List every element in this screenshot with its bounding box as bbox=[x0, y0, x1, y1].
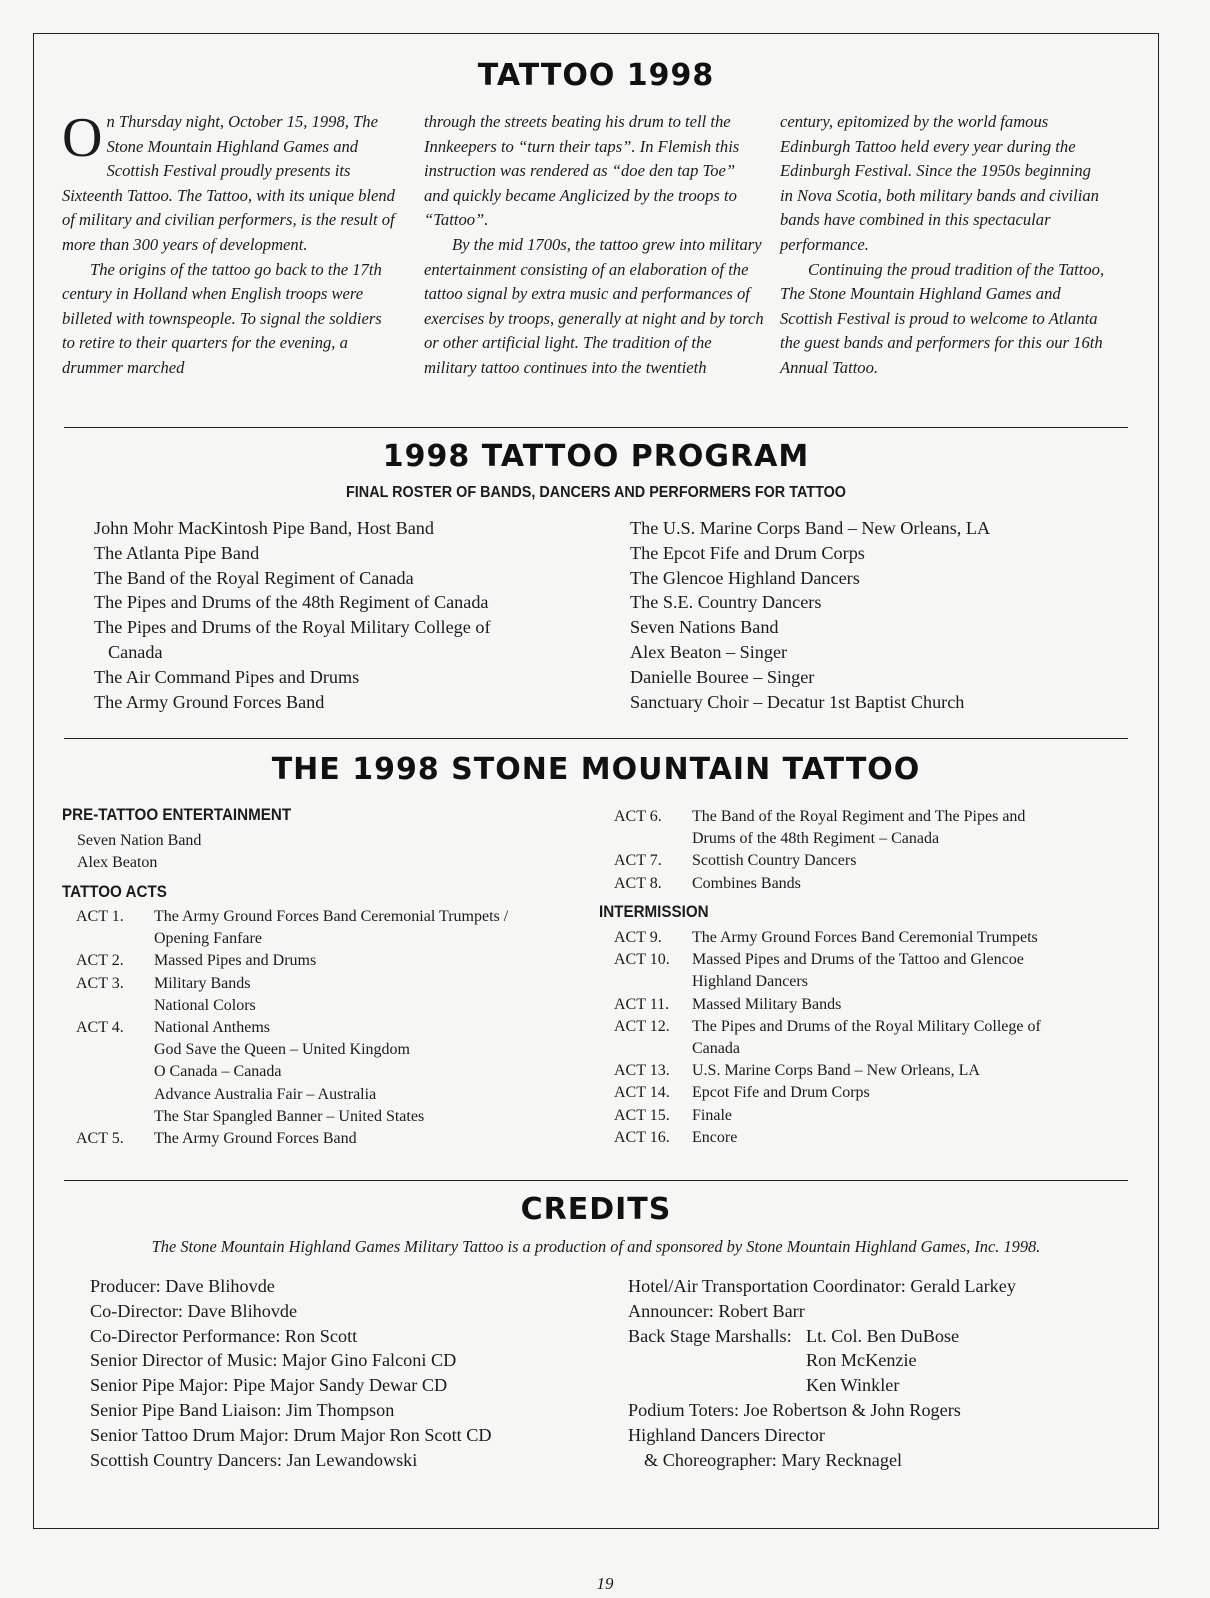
intro-paragraph: The origins of the tattoo go back to the 17th century in Holland when English troops were billeted with townspeople. To signal the soldiers to retire to their quarters for the evening, a drummer marched bbox=[62, 259, 382, 377]
act-description: The Pipes and Drums of the Royal Military College of bbox=[692, 1017, 1041, 1035]
intro-title: TATTOO 1998 bbox=[477, 58, 715, 93]
act-description: U.S. Marine Corps Band – New Orleans, LA bbox=[692, 1062, 980, 1080]
act-number: ACT 5. bbox=[76, 1130, 124, 1148]
credit-line: Lt. Col. Ben DuBose bbox=[806, 1325, 960, 1346]
section-divider bbox=[64, 738, 1128, 739]
marshalls-block bbox=[628, 1324, 1128, 1398]
credit-line: Senior Director of Music: Major Gino Falconi CD bbox=[90, 1350, 457, 1371]
act-row bbox=[614, 850, 1114, 872]
act-description: The Army Ground Forces Band Ceremonial Trumpets / bbox=[154, 908, 509, 925]
list-item: John Mohr MacKintosh Pipe Band, Host Band bbox=[94, 518, 434, 538]
list-item: Sanctuary Choir – Decatur 1st Baptist Church bbox=[630, 691, 965, 712]
act-row bbox=[614, 927, 1114, 949]
act-row bbox=[76, 1128, 596, 1150]
list-item: The Pipes and Drums of the 48th Regiment of Canada bbox=[94, 592, 489, 613]
act-number bbox=[76, 1106, 154, 1128]
act-description: Military Bands bbox=[154, 974, 251, 992]
credit-line: & Choreographer: Mary Recknagel bbox=[644, 1449, 903, 1470]
act-number: ACT 4. bbox=[76, 1019, 124, 1037]
pre-tattoo-list bbox=[77, 830, 577, 874]
act-number: ACT 3. bbox=[76, 974, 124, 992]
intro-paragraph: By the mid 1700s, the tattoo grew into military entertainment consisting of an elaboration of the tattoo signal by extra music and performances of exercises by troops, generally at night and by torch or other artificial light. The tradition of the military tattoo continues into the twentieth bbox=[424, 234, 764, 377]
list-item: Seven Nations Band bbox=[630, 617, 779, 638]
act-description: Massed Pipes and Drums bbox=[154, 952, 317, 970]
drop-cap: O bbox=[62, 107, 103, 169]
act-number: ACT 12. bbox=[614, 1017, 670, 1035]
list-item: The Atlanta Pipe Band bbox=[94, 542, 260, 563]
act-number bbox=[76, 995, 154, 1017]
act-number: ACT 15. bbox=[614, 1106, 670, 1124]
marshalls-label: Back Stage Marshalls: bbox=[628, 1325, 792, 1346]
intro-paragraph: century, epitomized by the world famous Edinburgh Tattoo held every year during the Edinburgh Festival. Since the 1950s beginning in Nova Scotia, both military bands and civilian bands have combined in this spectacular performance. bbox=[780, 112, 1099, 254]
act-row bbox=[614, 1016, 1114, 1038]
act-description: The Band of the Royal Regiment and The Pipes and bbox=[692, 808, 1026, 825]
act-number: ACT 2. bbox=[76, 952, 124, 970]
act-description: Drums of the 48th Regiment – Canada bbox=[692, 830, 940, 848]
act-description: National Anthems bbox=[154, 1019, 270, 1037]
act-description: Epcot Fife and Drum Corps bbox=[692, 1084, 870, 1102]
credits-note: The Stone Mountain Highland Games Military Tattoo is a production of and sponsored by Stone Mountain Highland Games, Inc. 1998. bbox=[151, 1237, 1041, 1256]
credit-line: Announcer: Robert Barr bbox=[628, 1300, 805, 1321]
act-number: ACT 10. bbox=[614, 951, 670, 969]
act-row bbox=[76, 1039, 596, 1061]
list-item: The Epcot Fife and Drum Corps bbox=[630, 542, 865, 563]
list-item: The Glencoe Highland Dancers bbox=[630, 567, 860, 588]
credit-line: Co-Director Performance: Ron Scott bbox=[90, 1325, 358, 1346]
intro-column-2 bbox=[424, 110, 764, 381]
credit-line: Podium Toters: Joe Robertson & John Rogers bbox=[628, 1399, 961, 1420]
credit-line: Producer: Dave Blihovde bbox=[90, 1276, 275, 1296]
act-row bbox=[76, 928, 596, 950]
act-number: ACT 11. bbox=[614, 995, 670, 1013]
acts-list-right-bottom bbox=[614, 927, 1114, 1149]
act-description: Canada bbox=[692, 1040, 740, 1058]
act-number bbox=[76, 1061, 154, 1083]
act-description: Highland Dancers bbox=[692, 973, 808, 991]
act-row bbox=[614, 971, 1114, 993]
act-number bbox=[76, 1039, 154, 1061]
act-number: ACT 7. bbox=[614, 852, 662, 870]
act-description: Finale bbox=[692, 1106, 732, 1124]
acts-list-right-top bbox=[614, 806, 1114, 895]
act-row bbox=[76, 1084, 596, 1106]
act-description: Scottish Country Dancers bbox=[692, 852, 857, 870]
act-number: ACT 9. bbox=[614, 929, 662, 946]
section-divider bbox=[64, 1180, 1128, 1181]
act-number: ACT 16. bbox=[614, 1128, 670, 1146]
list-item: Alex Beaton – Singer bbox=[630, 641, 788, 662]
list-item: The S.E. Country Dancers bbox=[630, 592, 822, 613]
list-item: The Band of the Royal Regiment of Canada bbox=[94, 567, 414, 588]
list-item: The Pipes and Drums of the Royal Military College of bbox=[94, 617, 491, 638]
act-row bbox=[614, 806, 1114, 828]
act-row bbox=[76, 1017, 596, 1039]
act-row bbox=[614, 1127, 1114, 1149]
act-row bbox=[76, 973, 596, 995]
list-item: Seven Nation Band bbox=[77, 832, 202, 849]
act-description: National Colors bbox=[154, 996, 256, 1014]
list-item: The U.S. Marine Corps Band – New Orleans, LA bbox=[630, 518, 991, 538]
act-number: ACT 14. bbox=[614, 1084, 670, 1102]
act-number bbox=[76, 1084, 154, 1106]
act-row bbox=[614, 873, 1114, 895]
tattoo-acts-heading: TATTOO ACTS bbox=[62, 883, 167, 901]
tattoo-title: THE 1998 STONE MOUNTAIN TATTOO bbox=[271, 752, 921, 787]
act-description: The Star Spangled Banner – United States bbox=[154, 1107, 425, 1125]
credit-line: Highland Dancers Director bbox=[628, 1424, 825, 1445]
pre-tattoo-heading: PRE-TATTOO ENTERTAINMENT bbox=[62, 806, 292, 824]
list-item: Canada bbox=[108, 641, 163, 662]
credit-line: Senior Tattoo Drum Major: Drum Major Ron Scott CD bbox=[90, 1424, 492, 1445]
credit-line: Ken Winkler bbox=[806, 1375, 900, 1396]
marshalls-names bbox=[806, 1324, 959, 1398]
credits-list-left bbox=[90, 1274, 630, 1472]
act-row bbox=[614, 1060, 1114, 1082]
act-description: Encore bbox=[692, 1128, 738, 1146]
intro-columns bbox=[62, 107, 1132, 440]
list-item: The Air Command Pipes and Drums bbox=[94, 666, 360, 687]
credit-line: Co-Director: Dave Blihovde bbox=[90, 1300, 298, 1321]
list-item: Alex Beaton bbox=[77, 854, 158, 872]
credits-list-right bbox=[628, 1274, 1128, 1472]
act-row bbox=[614, 1038, 1114, 1060]
intro-column-1 bbox=[62, 107, 398, 381]
page-number: 19 bbox=[596, 1574, 614, 1593]
act-number: ACT 8. bbox=[614, 874, 662, 892]
act-row bbox=[76, 950, 596, 972]
program-list-left bbox=[94, 516, 584, 714]
act-description: God Save the Queen – United Kingdom bbox=[154, 1041, 410, 1059]
intermission-heading: INTERMISSION bbox=[599, 903, 709, 921]
act-number bbox=[614, 828, 692, 850]
act-number: ACT 13. bbox=[614, 1062, 670, 1080]
program-list-right bbox=[630, 516, 1100, 714]
act-description: Massed Military Bands bbox=[692, 995, 842, 1013]
act-description: The Army Ground Forces Band bbox=[154, 1130, 357, 1148]
act-description: O Canada – Canada bbox=[154, 1063, 282, 1081]
act-row bbox=[76, 906, 596, 928]
list-item: Danielle Bouree – Singer bbox=[630, 666, 815, 687]
page-frame bbox=[33, 33, 1159, 1529]
act-description: Combines Bands bbox=[692, 874, 801, 892]
intro-paragraph: through the streets beating his drum to tell the Innkeepers to “turn their taps”. In Flemish this instruction was rendered as “doe den tap Toe” and quickly became Anglicized by the troops to “Tattoo”. bbox=[424, 112, 740, 230]
act-row bbox=[76, 995, 596, 1017]
act-number bbox=[614, 971, 692, 993]
credit-line: Hotel/Air Transportation Coordinator: Gerald Larkey bbox=[628, 1276, 1016, 1296]
intro-paragraph: Continuing the proud tradition of the Tattoo, The Stone Mountain Highland Games and Scottish Festival is proud to welcome to Atlanta the guest bands and performers for this our 16th Annual Tattoo. bbox=[780, 259, 1105, 377]
act-number bbox=[614, 1038, 692, 1060]
act-row bbox=[614, 994, 1114, 1016]
credit-line: Senior Pipe Band Liaison: Jim Thompson bbox=[90, 1399, 395, 1420]
act-description: Massed Pipes and Drums of the Tattoo and Glencoe bbox=[692, 951, 1024, 969]
act-row bbox=[614, 949, 1114, 971]
act-description: Opening Fanfare bbox=[154, 930, 262, 948]
intro-column-3 bbox=[780, 110, 1106, 381]
acts-list-left bbox=[76, 906, 596, 1150]
act-number: ACT 1. bbox=[76, 908, 124, 925]
act-number bbox=[76, 928, 154, 950]
credit-line: Senior Pipe Major: Pipe Major Sandy Dewar CD bbox=[90, 1375, 448, 1396]
credit-line: Scottish Country Dancers: Jan Lewandowski bbox=[90, 1449, 418, 1470]
act-description: Advance Australia Fair – Australia bbox=[154, 1085, 377, 1103]
act-row bbox=[76, 1061, 596, 1083]
section-divider bbox=[64, 427, 1128, 428]
act-number: ACT 6. bbox=[614, 808, 662, 825]
act-row bbox=[76, 1106, 596, 1128]
intro-paragraph: n Thursday night, October 15, 1998, The Stone Mountain Highland Games and Scottish Festival proudly presents its Sixteenth Tattoo. The Tattoo, with its unique blend of military and civilian performers, is the result of more than 300 years of development. bbox=[62, 112, 395, 254]
act-row bbox=[614, 1082, 1114, 1104]
list-item: The Army Ground Forces Band bbox=[94, 691, 325, 712]
act-row bbox=[614, 828, 1114, 850]
act-description: The Army Ground Forces Band Ceremonial Trumpets bbox=[692, 929, 1038, 946]
credit-line: Ron McKenzie bbox=[806, 1350, 917, 1371]
program-title: 1998 TATTOO PROGRAM bbox=[382, 439, 810, 474]
act-row bbox=[614, 1105, 1114, 1127]
credits-title: CREDITS bbox=[520, 1192, 672, 1227]
program-subtitle: FINAL ROSTER OF BANDS, DANCERS AND PERFORMERS FOR TATTOO bbox=[345, 484, 847, 501]
